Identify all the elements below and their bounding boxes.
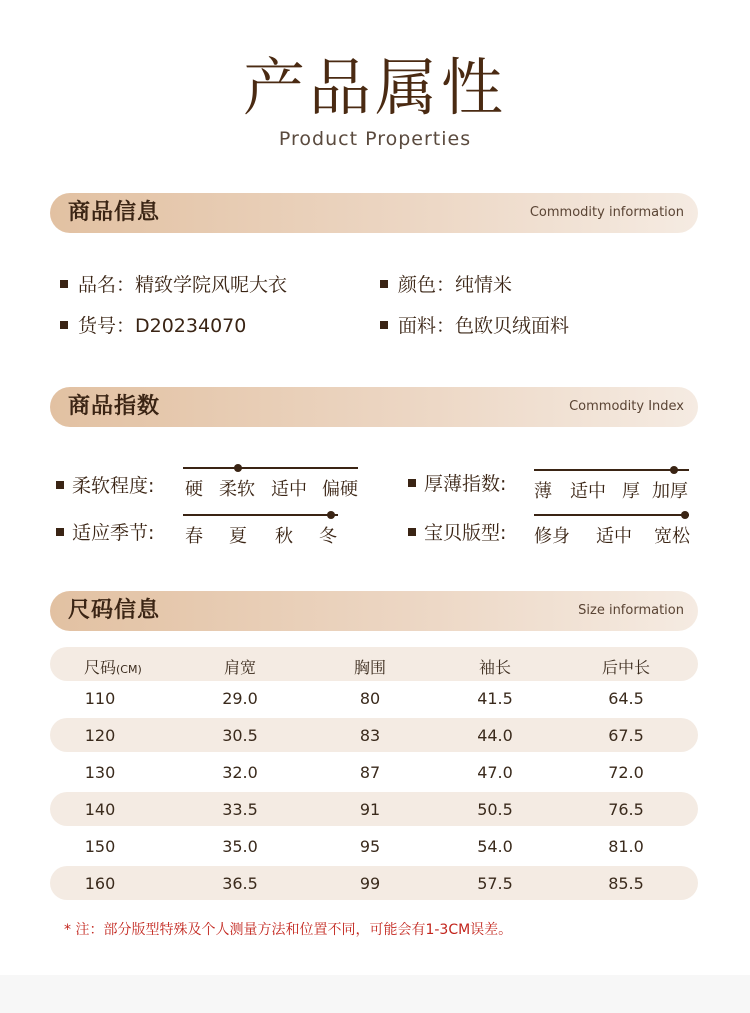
bottom-strip — [0, 975, 750, 1013]
table-cell-value: 50.5 — [477, 800, 513, 819]
table-cell-value: 110 — [84, 689, 116, 708]
header-size-label: 尺码 — [84, 658, 117, 677]
bullet-icon — [380, 280, 388, 288]
page-subtitle: Product Properties — [278, 128, 472, 150]
table-cell-value: 83 — [359, 726, 381, 745]
scale-option: 适中 — [271, 479, 307, 500]
header-sleeve-label: 袖长 — [478, 658, 512, 677]
product-sku: 货号：D20234070 — [78, 315, 247, 337]
bullet-icon — [408, 528, 416, 536]
scale-option: 冬 — [319, 526, 337, 547]
scale-option: 偏硬 — [322, 479, 358, 500]
bullet-icon — [56, 528, 64, 536]
table-cell-value: 160 — [84, 874, 116, 893]
bullet-icon — [60, 280, 68, 288]
scale-option: 宽松 — [654, 526, 690, 547]
table-cell-value: 32.0 — [222, 763, 258, 782]
scale-line — [534, 469, 689, 471]
table-cell-value: 130 — [84, 763, 116, 782]
table-cell-value: 54.0 — [477, 837, 513, 856]
header-shoulder-label: 肩宽 — [223, 658, 257, 677]
scale-option: 薄 — [534, 481, 552, 502]
table-cell-value: 29.0 — [222, 689, 258, 708]
scale-option: 春 — [185, 526, 203, 547]
scale-option: 适中 — [570, 481, 606, 502]
header-size-unit: (CM) — [116, 663, 142, 676]
header-chest-label: 胸围 — [353, 658, 387, 677]
scale-season — [183, 514, 338, 546]
scale-softness — [183, 467, 358, 499]
table-cell-value: 35.0 — [222, 837, 258, 856]
table-cell-value: 44.0 — [477, 726, 513, 745]
table-cell-value: 33.5 — [222, 800, 258, 819]
table-cell-value: 72.0 — [608, 763, 644, 782]
section-title-en: Size information — [578, 603, 684, 618]
index-label-thickness: 厚薄指数: — [424, 473, 507, 495]
table-cell-value: 150 — [84, 837, 116, 856]
bullet-icon — [56, 481, 64, 489]
index-label-fit: 宝贝版型: — [424, 522, 507, 544]
product-color: 颜色：纯情米 — [398, 274, 513, 296]
measurement-note: * 注：部分版型特殊及个人测量方法和位置不同，可能会有1-3CM误差。 — [64, 922, 513, 938]
table-cell-value: 140 — [84, 800, 116, 819]
scale-option: 夏 — [229, 526, 247, 547]
table-cell-value: 36.5 — [222, 874, 258, 893]
table-cell-value: 30.5 — [222, 726, 258, 745]
scale-option: 硬 — [185, 479, 203, 500]
table-cell-value: 41.5 — [477, 689, 513, 708]
table-cell-value: 99 — [359, 874, 381, 893]
table-cell-value: 95 — [359, 837, 381, 856]
section-header-size — [50, 591, 698, 631]
section-title-cn: 商品信息 — [68, 200, 161, 225]
table-cell-value: 87 — [359, 763, 381, 782]
selected-marker-icon — [670, 466, 678, 474]
bullet-icon — [380, 321, 388, 329]
bullet-icon — [408, 479, 416, 487]
scale-option: 加厚 — [652, 481, 688, 502]
table-cell-value: 120 — [84, 726, 116, 745]
table-cell-value: 91 — [359, 800, 381, 819]
scale-fit — [534, 514, 689, 546]
header-length-label: 后中长 — [601, 658, 651, 677]
table-cell-value: 85.5 — [608, 874, 644, 893]
scale-option: 厚 — [622, 481, 640, 502]
table-cell-value: 67.5 — [608, 726, 644, 745]
scale-line — [534, 514, 689, 516]
table-cell-value: 80 — [359, 689, 381, 708]
table-cell-value: 57.5 — [477, 874, 513, 893]
section-title-en: Commodity Index — [569, 399, 684, 414]
table-cell-value: 76.5 — [608, 800, 644, 819]
table-cell-value: 64.5 — [608, 689, 644, 708]
selected-marker-icon — [681, 511, 689, 519]
index-label-softness: 柔软程度: — [72, 475, 155, 497]
scale-line — [183, 467, 358, 469]
table-cell-value: 47.0 — [477, 763, 513, 782]
bullet-icon — [60, 321, 68, 329]
product-fabric: 面料：色欧贝绒面料 — [398, 315, 570, 337]
section-title-cn: 商品指数 — [68, 394, 161, 419]
scale-option: 柔软 — [219, 479, 255, 500]
selected-marker-icon — [234, 464, 242, 472]
section-title-cn: 尺码信息 — [68, 598, 161, 623]
scale-line — [183, 514, 338, 516]
scale-option: 修身 — [534, 526, 570, 547]
page-title: 产品属性 — [242, 51, 507, 124]
scale-option: 适中 — [596, 526, 632, 547]
scale-option: 秋 — [275, 526, 293, 547]
index-label-season: 适应季节: — [72, 522, 155, 544]
section-title-en: Commodity information — [529, 205, 684, 220]
section-header-info — [50, 193, 698, 233]
scale-thickness — [534, 469, 689, 501]
section-header-index — [50, 387, 698, 427]
selected-marker-icon — [327, 511, 335, 519]
table-cell-value: 81.0 — [608, 837, 644, 856]
product-name: 品名：精致学院风呢大衣 — [78, 274, 288, 296]
header-size — [84, 655, 142, 678]
